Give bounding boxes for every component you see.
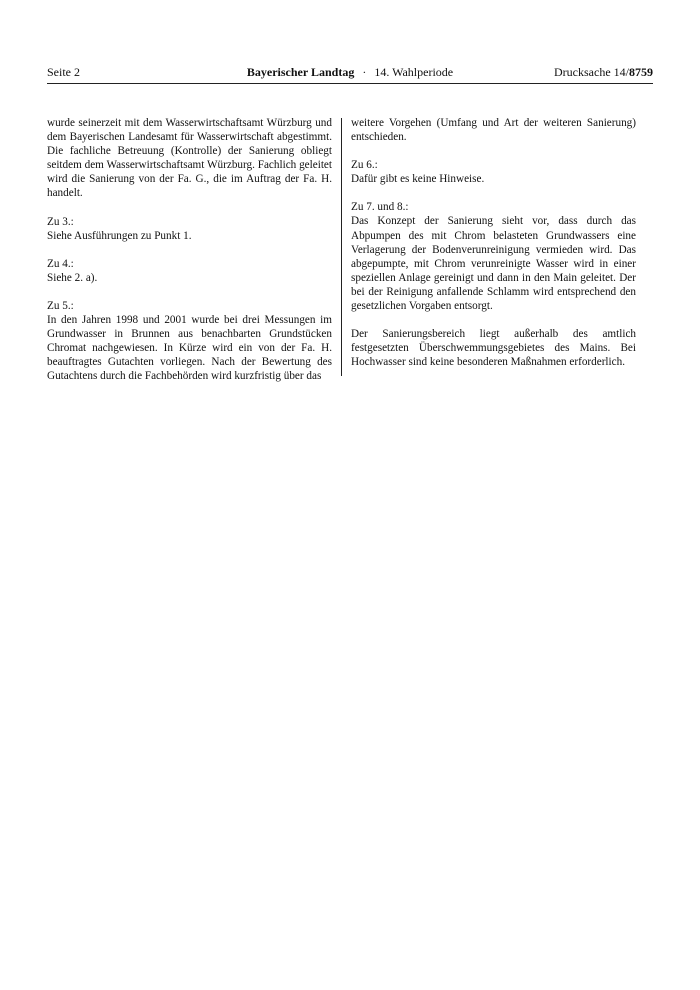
legislative-period: 14. Wahlperiode bbox=[374, 65, 454, 79]
page-header bbox=[47, 64, 653, 82]
zu3-text: Siehe Ausführungen zu Punkt 1. bbox=[47, 229, 192, 242]
page-number: Seite 2 bbox=[47, 65, 80, 79]
document-number: 8759 bbox=[629, 65, 653, 79]
right-intro-paragraph: weitere Vorgehen (Umfang und Art der weiteren Sanierung) entschieden. bbox=[351, 117, 636, 144]
document-prefix: Drucksache 14/ bbox=[554, 65, 629, 79]
closing-paragraph: Der Sanierungsbereich liegt außerhalb des amtlich festgesetzten Überschwemmungsgebietes des Mains. Bei Hochwasser sind keine besonderen Maßnahmen erforderlich. bbox=[351, 328, 636, 369]
header-separator: · bbox=[362, 65, 367, 79]
left-column bbox=[47, 116, 332, 384]
zu3-heading: Zu 3.: bbox=[47, 215, 74, 228]
document-reference bbox=[554, 64, 653, 80]
left-intro-paragraph: wurde seinerzeit mit dem Wasserwirtschaftsamt Würzburg und dem Bayerischen Landesamt für Wasserwirtschaft abgestimmt. Die fachliche Betreuung (Kontrolle) der Sanierung obliegt seitdem dem Wasserwirtschaftsamt Würzburg. Fachlich geleitet wird die Sanierung von der Fa. G., die im Auftrag der Fa. H. handelt. bbox=[47, 117, 332, 200]
zu4-text: Siehe 2. a). bbox=[47, 271, 98, 284]
zu6-heading: Zu 6.: bbox=[351, 159, 378, 172]
zu5-heading: Zu 5.: bbox=[47, 299, 74, 312]
zu78-heading: Zu 7. und 8.: bbox=[351, 201, 409, 214]
column-divider bbox=[341, 118, 342, 376]
parliament-name: Bayerischer Landtag bbox=[246, 65, 355, 79]
zu5-text: In den Jahren 1998 und 2001 wurde bei drei Messungen im Grundwasser in Brunnen aus benachbarten Grundstücken Chromat nachgewiesen. In Kürze wird ein von der Fa. H. beauftragtes Gutachten vorliegen. Nach der Bewertung des Gutachtens durch die Fachbehörden wird kurzfristig über das bbox=[47, 314, 332, 383]
header-rule bbox=[47, 83, 653, 84]
zu4-heading: Zu 4.: bbox=[47, 257, 74, 270]
zu78-text: Das Konzept der Sanierung sieht vor, dass durch das Abpumpen des mit Chrom belasteten Grundwassers eine Verlagerung der Bodenverunreinigung vermieden wird. Das abgepumpte, mit Chrom verunreinigte Wasser wird in einer speziellen Anlage gereinigt und dann in den Main geleitet. Der bei der Reinigung anfallende Schlamm wird entsprechend den gesetzlichen Vorgaben entsorgt. bbox=[351, 215, 636, 313]
right-column bbox=[351, 116, 636, 369]
zu6-text: Dafür gibt es keine Hinweise. bbox=[351, 173, 485, 186]
